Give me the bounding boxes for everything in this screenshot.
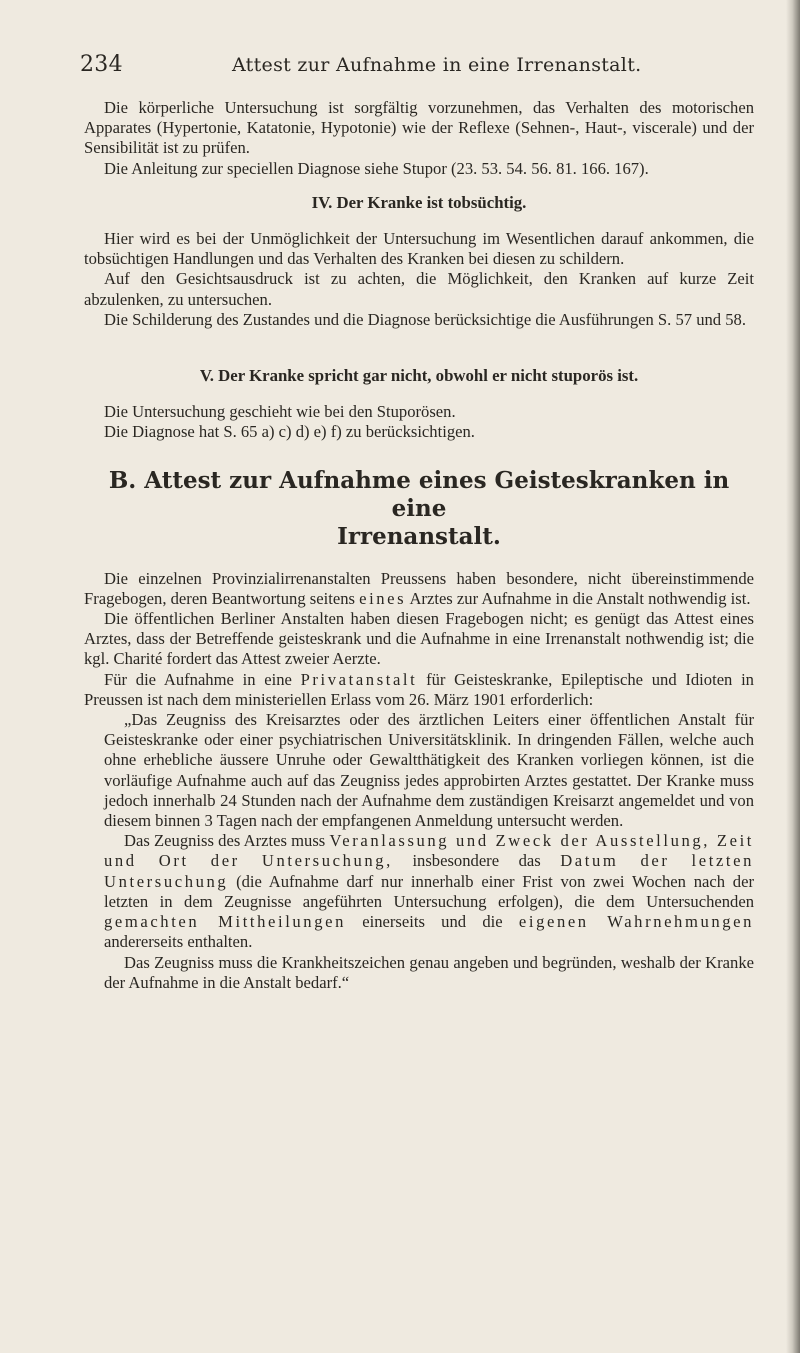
text-run: für Geisteskranke, Epileptische und Idioten in Preussen ist nach dem ministeriellen Erlass vom 26. März 1901 erforderlich: bbox=[84, 669, 754, 709]
spaced-emphasis: Veranlassung und Zweck der Ausstellung, Zeit und Ort der Untersuchung, bbox=[104, 831, 754, 871]
section-b-title bbox=[84, 467, 754, 551]
section-iv-paragraph-3: Die Schilderung des Zustandes und die Diagnose berücksichtige die Ausführungen S. 57 und 58. bbox=[104, 309, 746, 329]
text-run: Die einzelnen Provinzialirrenanstalten Preussens haben besondere, nicht übereinstimmende Fragebogen, deren Beantwortung seitens bbox=[84, 568, 754, 608]
section-b-paragraph-2: Die öffentlichen Berliner Anstalten haben diesen Fragebogen nicht; es genügt das Attest eines Arztes, dass der Betreffende geisteskrank und die Aufnahme in eine Irrenanstalt nothwendig ist; die kgl. Charité fordert das Attest zweier Aerzte. bbox=[84, 609, 754, 669]
section-iv-paragraph-1: Hier wird es bei der Unmöglichkeit der Untersuchung im Wesentlichen darauf ankommen, die tobsüchtigen Handlungen und das Verhalten des Kranken bei diesen zu schildern. bbox=[84, 229, 754, 269]
decree-quotation bbox=[84, 710, 754, 993]
text-run: (die Aufnahme darf nur innerhalb einer Frist von zwei Wochen nach der letzten in dem Zeugnisse angeführten Untersuchung erfolgen), die dem Untersuchenden bbox=[104, 871, 754, 911]
section-b-paragraph-3 bbox=[84, 670, 754, 710]
intro-paragraph-2: Die Anleitung zur speciellen Diagnose siehe Stupor (23. 53. 54. 56. 81. 166. 167). bbox=[104, 158, 649, 178]
text-run: andererseits enthalten. bbox=[104, 932, 253, 952]
section-iv-heading: IV. Der Kranke ist tobsüchtig. bbox=[311, 192, 527, 212]
running-title: Attest zur Aufnahme in eine Irrenanstalt. bbox=[232, 54, 642, 76]
spaced-emphasis: eigenen Wahrnehmungen bbox=[518, 912, 755, 932]
page-header bbox=[80, 52, 740, 82]
section-b-title-line-1: B. Attest zur Aufnahme eines Geisteskranken in eine bbox=[108, 466, 730, 522]
intro-paragraph-1: Die körperliche Untersuchung ist sorgfältig vorzunehmen, das Verhalten des motorischen Apparates (Hypertonie, Katatonie, Hypotonie) wie der Reflexe (Sehnen-, Haut-, viscerale) und der Sensibilität ist zu prüfen. bbox=[84, 98, 754, 158]
spaced-emphasis: eines bbox=[359, 588, 407, 608]
text-run: Für die Aufnahme in eine bbox=[104, 669, 292, 689]
section-v-paragraph-2: Die Diagnose hat S. 65 a) c) d) e) f) zu berücksichtigen. bbox=[104, 422, 475, 442]
text-run: insbesondere das bbox=[412, 851, 541, 871]
section-v-heading: V. Der Kranke spricht gar nicht, obwohl er nicht stuporös ist. bbox=[199, 366, 639, 386]
section-iv-paragraph-2: Auf den Gesichtsausdruck ist zu achten, die Möglichkeit, den Kranken auf kurze Zeit abzulenken, zu untersuchen. bbox=[84, 269, 754, 309]
text-run: Das Zeugniss des Arztes muss bbox=[124, 831, 326, 851]
page-body bbox=[84, 98, 754, 993]
section-v-paragraph-1: Die Untersuchung geschieht wie bei den Stuporösen. bbox=[104, 402, 456, 422]
section-b-paragraph-1 bbox=[84, 569, 754, 609]
text-run: einerseits und die bbox=[362, 912, 503, 932]
text-run: Arztes zur Aufnahme in die Anstalt nothwendig ist. bbox=[409, 588, 751, 608]
page-number: 234 bbox=[80, 52, 123, 77]
section-b-title-line-2: Irrenanstalt. bbox=[337, 522, 501, 550]
spaced-emphasis: Privatanstalt bbox=[300, 669, 418, 689]
page-edge-shadow bbox=[786, 0, 800, 1353]
spaced-emphasis: Datum der letzten Untersuchung bbox=[104, 851, 754, 891]
spaced-emphasis: gemachten Mittheilungen bbox=[104, 912, 346, 932]
quote-paragraph-3: Das Zeugniss muss die Krankheitszeichen genau angeben und begründen, weshalb der Kranke der Aufnahme in die Anstalt bedarf.“ bbox=[104, 952, 754, 992]
quote-paragraph-1: „Das Zeugniss des Kreisarztes oder des ärztlichen Leiters einer öffentlichen Anstalt für Geisteskranke oder einer psychiatrischen Universitätsklinik. In dringenden Fällen, welche auch ohne erhebliche äussere Unruhe oder Gewaltthätigkeit des Kranken vorliegen können, ist die vorläufige Aufnahme auch auf das Zeugniss jedes approbirten Arztes gestattet. Der Kranke muss jedoch innerhalb 24 Stunden nach der Aufnahme dem zuständigen Kreisarzt angemeldet und von diesem binnen 3 Tagen nach der empfangenen Anmeldung untersucht werden. bbox=[104, 710, 754, 831]
quote-paragraph-2 bbox=[104, 831, 754, 952]
